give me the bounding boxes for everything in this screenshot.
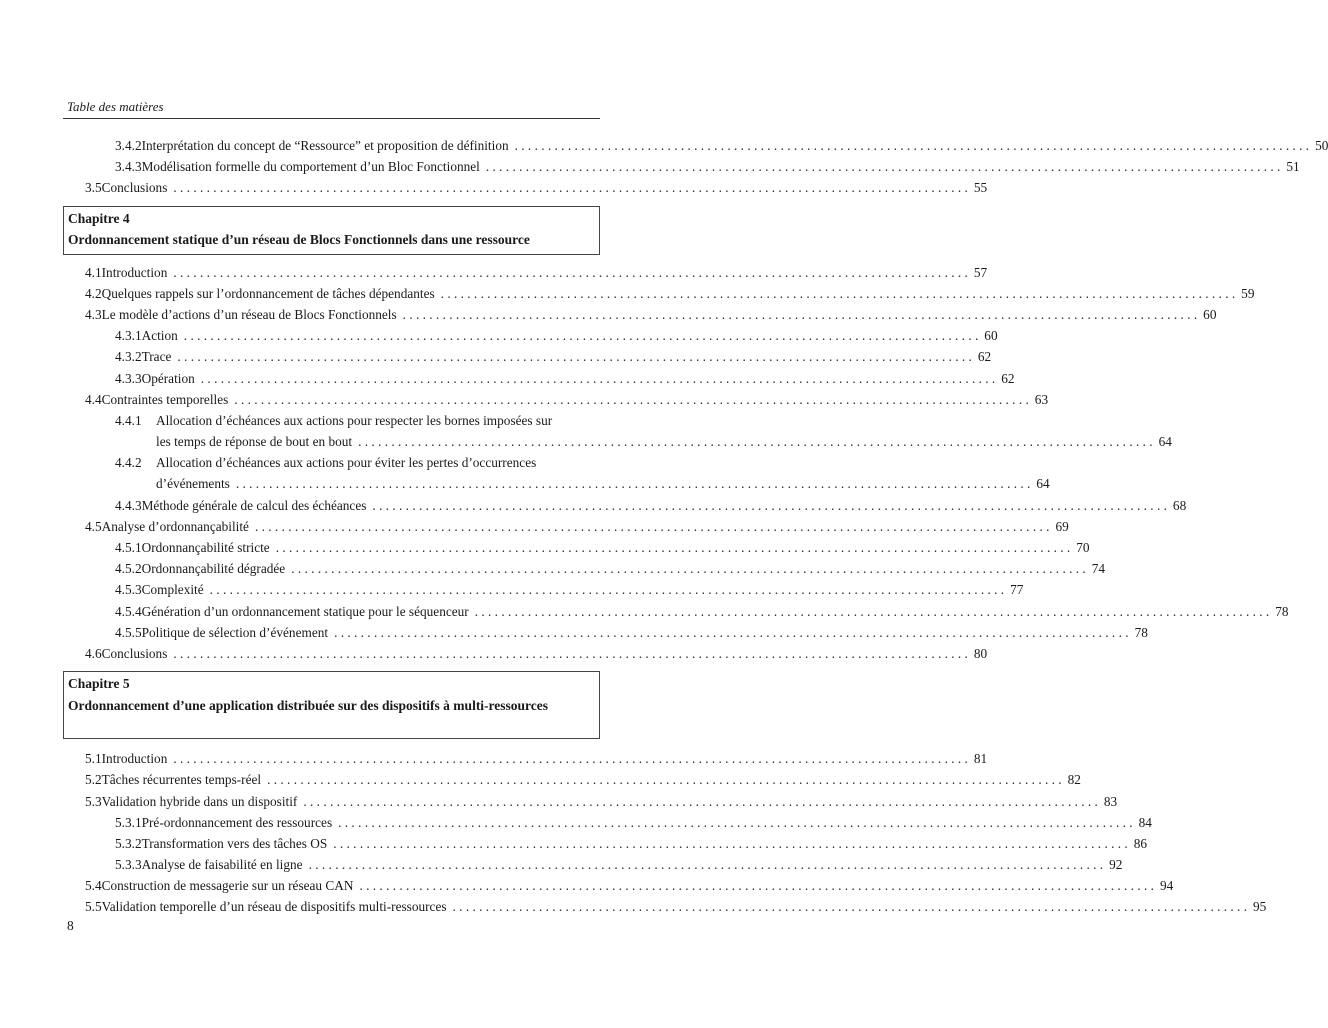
dot-leader: . . . . . . . . . . . . . . . . . . . . . . . . . . . . . . . . . . . . . . . . . . . . . . . . . . . . . . . . . . . . . . . . . . . . . . . . . . . . . . . . . . . . . . . . . . . . . . . . . . . . . . . . . . . . . . . . . . . . . . . . <box>173 264 968 280</box>
section-title[interactable]: Introduction <box>101 264 168 280</box>
page-ref: 68 <box>1172 497 1187 513</box>
section-number: 4.4.1 <box>115 412 142 428</box>
dot-leader: . . . . . . . . . . . . . . . . . . . . . . . . . . . . . . . . . . . . . . . . . . . . . . . . . . . . . . . . . . . . . . . . . . . . . . . . . . . . . . . . . . . . . . . . . . . . . . . . . . . . . . . . . . . . . . . . . . . . . . . . <box>402 306 1198 322</box>
section-title[interactable]: Méthode générale de calcul des échéances <box>141 497 367 513</box>
page-ref: 60 <box>984 328 998 344</box>
dot-leader: . . . . . . . . . . . . . . . . . . . . . . . . . . . . . . . . . . . . . . . . . . . . . . . . . . . . . . . . . . . . . . . . . . . . . . . . . . . . . . . . . . . . . . . . . . . . . . . . . . . . . . . . . . . . . . . . . . . . . . . . <box>333 835 1128 851</box>
page-ref: 50 <box>1315 138 1328 153</box>
header-rule <box>63 118 600 119</box>
dot-leader: . . . . . . . . . . . . . . . . . . . . . . . . . . . . . . . . . . . . . . . . . . . . . . . . . . . . . . . . . . . . . . . . . . . . . . . . . . . . . . . . . . . . . . . . . . . . . . . . . . . . . . . . . . . . . . . . . . . . . . . . <box>254 518 1050 534</box>
page-ref: 77 <box>1010 582 1024 598</box>
page-ref: 82 <box>1067 772 1081 788</box>
dot-leader: . . . . . . . . . . . . . . . . . . . . . . . . . . . . . . . . . . . . . . . . . . . . . . . . . . . . . . . . . . . . . . . . . . . . . . . . . . . . . . . . . . . . . . . . . . . . . . . . . . . . . . . . . . . . . . . . . . . . . . . . <box>183 328 979 344</box>
dot-leader: . . . . . . . . . . . . . . . . . . . . . . . . . . . . . . . . . . . . . . . . . . . . . . . . . . . . . . . . . . . . . . . . . . . . . . . . . . . . . . . . . . . . . . . . . . . . . . . . . . . . . . . . . . . . . . . . . . . . . . . . <box>267 772 1062 788</box>
toc-entry[interactable] <box>63 622 1148 643</box>
dot-leader: . . . . . . . . . . . . . . . . . . . . . . . . . . . . . . . . . . . . . . . . . . . . . . . . . . . . . . . . . . . . . . . . . . . . . . . . . . . . . . . . . . . . . . . . . . . . . . . . . . . . . . . . . . . . . . . . . . . . . . . . <box>338 814 1133 830</box>
section-title[interactable]: Tâches récurrentes temps-réel <box>101 772 262 788</box>
section-number: 4.3.1 <box>115 328 142 344</box>
toc-entry[interactable] <box>63 833 1148 854</box>
section-number: 4.3.3 <box>115 370 142 386</box>
page-ref: 78 <box>1134 624 1148 640</box>
toc-entry[interactable] <box>63 135 1328 156</box>
section-title[interactable]: Allocation d’échéances aux actions pour éviter les pertes d’occurrences <box>156 455 537 471</box>
section-number: 4.3.2 <box>115 349 142 365</box>
page-ref: 64 <box>1036 476 1050 492</box>
dot-leader: . . . . . . . . . . . . . . . . . . . . . . . . . . . . . . . . . . . . . . . . . . . . . . . . . . . . . . . . . . . . . . . . . . . . . . . . . . . . . . . . . . . . . . . . . . . . . . . . . . . . . . . . . . . . . . . . . . . . . . . . <box>173 645 968 661</box>
toc-entry[interactable] <box>63 346 992 367</box>
toc-entry[interactable] <box>63 431 1172 452</box>
section-number: 4.5.1 <box>115 540 142 555</box>
section-title[interactable]: Introduction <box>101 751 168 767</box>
page-ref: 69 <box>1055 518 1069 534</box>
toc-entry[interactable] <box>63 748 988 769</box>
toc-entry[interactable] <box>63 516 1069 537</box>
dot-leader: . . . . . . . . . . . . . . . . . . . . . . . . . . . . . . . . . . . . . . . . . . . . . . . . . . . . . . . . . . . . . . . . . . . . . . . . . . . . . . . . . . . . . . . . . . . . . . . . . . . . . . . . . . . . . . . . . . . . . . . . <box>173 751 968 767</box>
section-number: 4.1 <box>85 264 102 280</box>
section-number: 3.5 <box>85 180 102 196</box>
section-number: 5.5 <box>85 899 102 915</box>
section-number: 5.3.2 <box>115 835 142 851</box>
page-ref: 55 <box>973 180 988 196</box>
page-ref: 80 <box>973 645 988 661</box>
dot-leader: . . . . . . . . . . . . . . . . . . . . . . . . . . . . . . . . . . . . . . . . . . . . . . . . . . . . . . . . . . . . . . . . . . . . . . . . . . . . . . . . . . . . . . . . . . . . . . . . . . . . . . . . . . . . . . . . . . . . . . . . <box>474 603 1270 619</box>
section-number: 4.4.2 <box>115 455 142 471</box>
dot-leader: . . . . . . . . . . . . . . . . . . . . . . . . . . . . . . . . . . . . . . . . . . . . . . . . . . . . . . . . . . . . . . . . . . . . . . . . . . . . . . . . . . . . . . . . . . . . . . . . . . . . . . . . . . . . . . . . . . . . . . . . <box>359 878 1154 894</box>
section-number: 5.3 <box>85 793 102 809</box>
section-title[interactable]: Transformation vers des tâches OS <box>141 835 328 851</box>
page-number: 8 <box>67 918 74 933</box>
page-ref: 51 <box>1286 159 1300 175</box>
chapter-title[interactable]: Ordonnancement d’une application distribuée sur des dispositifs à multi-ressources <box>68 697 549 713</box>
dot-leader: . . . . . . . . . . . . . . . . . . . . . . . . . . . . . . . . . . . . . . . . . . . . . . . . . . . . . . . . . . . . . . . . . . . . . . . . . . . . . . . . . . . . . . . . . . . . . . . . . . . . . . . . . . . . . . . . . . . . . . . . <box>235 476 1031 492</box>
page-ref: 60 <box>1203 306 1217 322</box>
page-ref: 84 <box>1138 814 1152 830</box>
toc-entry[interactable] <box>63 325 998 346</box>
dot-leader: . . . . . . . . . . . . . . . . . . . . . . . . . . . . . . . . . . . . . . . . . . . . . . . . . . . . . . . . . . . . . . . . . . . . . . . . . . . . . . . . . . . . . . . . . . . . . . . . . . . . . . . . . . . . . . . . . . . . . . . . <box>275 540 1071 555</box>
toc-entry[interactable] <box>63 896 1267 917</box>
section-number: 4.5.5 <box>115 624 142 640</box>
chapter-label: Chapitre 5 <box>68 676 130 692</box>
page-ref: 70 <box>1076 540 1090 555</box>
toc-entry[interactable] <box>63 812 1152 833</box>
toc-entry[interactable] <box>63 643 988 664</box>
toc-entry[interactable] <box>63 262 988 283</box>
section-number: 4.3 <box>85 306 102 322</box>
section-title[interactable]: Politique de sélection d’événement <box>141 624 329 640</box>
section-title[interactable]: Analyse d’ordonnançabilité <box>101 518 249 534</box>
page-ref: 63 <box>1034 391 1049 407</box>
section-title[interactable]: Le modèle d’actions d’un réseau de Blocs Fonctionnels <box>101 306 397 322</box>
toc-entry[interactable] <box>63 579 1024 600</box>
section-title[interactable]: Modélisation formelle du comportement d’un Bloc Fonctionnel <box>141 159 480 175</box>
section-number: 5.3.1 <box>115 814 142 830</box>
section-title[interactable]: Contraintes temporelles <box>101 391 229 407</box>
section-number: 5.2 <box>85 772 102 788</box>
section-number: 4.5.2 <box>115 561 142 577</box>
dot-leader: . . . . . . . . . . . . . . . . . . . . . . . . . . . . . . . . . . . . . . . . . . . . . . . . . . . . . . . . . . . . . . . . . . . . . . . . . . . . . . . . . . . . . . . . . . . . . . . . . . . . . . . . . . . . . . . . . . . . . . . . <box>358 434 1153 450</box>
section-title[interactable]: Opération <box>141 370 195 386</box>
section-number: 4.4.3 <box>115 497 142 513</box>
dot-leader: . . . . . . . . . . . . . . . . . . . . . . . . . . . . . . . . . . . . . . . . . . . . . . . . . . . . . . . . . . . . . . . . . . . . . . . . . . . . . . . . . . . . . . . . . . . . . . . . . . . . . . . . . . . . . . . . . . . . . . . . <box>514 138 1310 153</box>
dot-leader: . . . . . . . . . . . . . . . . . . . . . . . . . . . . . . . . . . . . . . . . . . . . . . . . . . . . . . . . . . . . . . . . . . . . . . . . . . . . . . . . . . . . . . . . . . . . . . . . . . . . . . . . . . . . . . . . . . . . . . . . <box>234 391 1029 407</box>
toc-entry[interactable] <box>63 389 1049 410</box>
section-number: 4.5.4 <box>115 603 142 619</box>
page-ref: 81 <box>973 751 988 767</box>
page-ref: 78 <box>1275 603 1289 619</box>
toc-entry[interactable] <box>63 495 1187 516</box>
page-ref: 62 <box>1001 370 1015 386</box>
section-title[interactable]: Ordonnançabilité stricte <box>141 540 270 555</box>
chapter-heading-box <box>63 671 600 739</box>
page-ref: 86 <box>1133 835 1148 851</box>
section-number: 4.5 <box>85 518 102 534</box>
dot-leader: . . . . . . . . . . . . . . . . . . . . . . . . . . . . . . . . . . . . . . . . . . . . . . . . . . . . . . . . . . . . . . . . . . . . . . . . . . . . . . . . . . . . . . . . . . . . . . . . . . . . . . . . . . . . . . . . . . . . . . . . <box>303 793 1098 809</box>
section-title[interactable]: Trace <box>141 349 172 365</box>
section-title[interactable]: Conclusions <box>101 180 168 196</box>
toc-entry[interactable] <box>63 791 1118 812</box>
page-ref: 64 <box>1158 434 1172 450</box>
section-title[interactable]: Quelques rappels sur l’ordonnancement de tâches dépendantes <box>101 285 435 301</box>
chapter-title[interactable]: Ordonnancement statique d’un réseau de Blocs Fonctionnels dans une ressource <box>68 232 530 248</box>
section-title[interactable]: Allocation d’échéances aux actions pour respecter les bornes imposées sur <box>156 412 553 428</box>
section-title[interactable]: Conclusions <box>101 645 168 661</box>
page-ref: 57 <box>973 264 988 280</box>
toc-entry[interactable] <box>63 177 988 198</box>
chapter-heading-box <box>63 206 600 255</box>
toc-entry[interactable] <box>63 368 1015 389</box>
toc-entry[interactable] <box>63 875 1174 896</box>
section-title[interactable]: Génération d’un ordonnancement statique pour le séquenceur <box>141 603 469 619</box>
section-title[interactable]: Construction de messagerie sur un réseau CAN <box>101 878 354 894</box>
section-number: 3.4.2 <box>115 138 142 153</box>
section-number: 5.3.3 <box>115 857 142 873</box>
running-head-title: Table des matières <box>67 99 164 114</box>
dot-leader: . . . . . . . . . . . . . . . . . . . . . . . . . . . . . . . . . . . . . . . . . . . . . . . . . . . . . . . . . . . . . . . . . . . . . . . . . . . . . . . . . . . . . . . . . . . . . . . . . . . . . . . . . . . . . . . . . . . . . . . . <box>200 370 996 386</box>
section-title[interactable]: Validation hybride dans un dispositif <box>101 793 298 809</box>
toc-entry[interactable] <box>63 601 1289 622</box>
chapter-label: Chapitre 4 <box>68 210 130 226</box>
page-ref: 83 <box>1103 793 1118 809</box>
page-ref: 59 <box>1241 285 1255 301</box>
dot-leader: . . . . . . . . . . . . . . . . . . . . . . . . . . . . . . . . . . . . . . . . . . . . . . . . . . . . . . . . . . . . . . . . . . . . . . . . . . . . . . . . . . . . . . . . . . . . . . . . . . . . . . . . . . . . . . . . . . . . . . . . <box>177 349 972 365</box>
dot-leader: . . . . . . . . . . . . . . . . . . . . . . . . . . . . . . . . . . . . . . . . . . . . . . . . . . . . . . . . . . . . . . . . . . . . . . . . . . . . . . . . . . . . . . . . . . . . . . . . . . . . . . . . . . . . . . . . . . . . . . . . <box>308 857 1104 873</box>
toc-entry[interactable] <box>63 558 1106 579</box>
section-title[interactable]: d’événements <box>156 476 230 492</box>
toc-entry[interactable] <box>63 304 1217 325</box>
dot-leader: . . . . . . . . . . . . . . . . . . . . . . . . . . . . . . . . . . . . . . . . . . . . . . . . . . . . . . . . . . . . . . . . . . . . . . . . . . . . . . . . . . . . . . . . . . . . . . . . . . . . . . . . . . . . . . . . . . . . . . . . <box>440 285 1236 301</box>
section-title[interactable]: Pré-ordonnancement des ressources <box>141 814 333 830</box>
dot-leader: . . . . . . . . . . . . . . . . . . . . . . . . . . . . . . . . . . . . . . . . . . . . . . . . . . . . . . . . . . . . . . . . . . . . . . . . . . . . . . . . . . . . . . . . . . . . . . . . . . . . . . . . . . . . . . . . . . . . . . . . <box>173 180 968 196</box>
section-number: 4.5.3 <box>115 582 142 598</box>
dot-leader: . . . . . . . . . . . . . . . . . . . . . . . . . . . . . . . . . . . . . . . . . . . . . . . . . . . . . . . . . . . . . . . . . . . . . . . . . . . . . . . . . . . . . . . . . . . . . . . . . . . . . . . . . . . . . . . . . . . . . . . . <box>209 582 1005 598</box>
dot-leader: . . . . . . . . . . . . . . . . . . . . . . . . . . . . . . . . . . . . . . . . . . . . . . . . . . . . . . . . . . . . . . . . . . . . . . . . . . . . . . . . . . . . . . . . . . . . . . . . . . . . . . . . . . . . . . . . . . . . . . . . <box>372 497 1167 513</box>
page-ref: 92 <box>1109 857 1123 873</box>
section-title[interactable]: Action <box>141 328 178 344</box>
dot-leader: . . . . . . . . . . . . . . . . . . . . . . . . . . . . . . . . . . . . . . . . . . . . . . . . . . . . . . . . . . . . . . . . . . . . . . . . . . . . . . . . . . . . . . . . . . . . . . . . . . . . . . . . . . . . . . . . . . . . . . . . <box>334 624 1129 640</box>
dot-leader: . . . . . . . . . . . . . . . . . . . . . . . . . . . . . . . . . . . . . . . . . . . . . . . . . . . . . . . . . . . . . . . . . . . . . . . . . . . . . . . . . . . . . . . . . . . . . . . . . . . . . . . . . . . . . . . . . . . . . . . . <box>485 159 1281 175</box>
page-ref: 74 <box>1091 561 1106 577</box>
toc-entry[interactable] <box>63 410 600 431</box>
section-title[interactable]: les temps de réponse de bout en bout <box>156 434 353 450</box>
section-title[interactable]: Analyse de faisabilité en ligne <box>141 857 303 873</box>
section-title[interactable]: Validation temporelle d’un réseau de dispositifs multi-ressources <box>101 899 447 915</box>
toc-entry[interactable] <box>63 769 1081 790</box>
toc-entry[interactable] <box>63 537 1090 558</box>
toc-entry[interactable] <box>63 854 1123 875</box>
section-number: 5.1 <box>85 751 102 767</box>
page-ref: 94 <box>1159 878 1174 894</box>
dot-leader: . . . . . . . . . . . . . . . . . . . . . . . . . . . . . . . . . . . . . . . . . . . . . . . . . . . . . . . . . . . . . . . . . . . . . . . . . . . . . . . . . . . . . . . . . . . . . . . . . . . . . . . . . . . . . . . . . . . . . . . . <box>452 899 1248 915</box>
section-number: 4.6 <box>85 645 102 661</box>
section-number: 3.4.3 <box>115 159 142 175</box>
toc-entry[interactable] <box>63 283 1255 304</box>
section-number: 5.4 <box>85 878 102 894</box>
toc-entry[interactable] <box>63 452 600 473</box>
toc-entry[interactable] <box>63 473 1050 494</box>
page-ref: 95 <box>1253 899 1267 915</box>
page-ref: 62 <box>977 349 992 365</box>
toc-entry[interactable] <box>63 156 1300 177</box>
section-number: 4.4 <box>85 391 102 407</box>
dot-leader: . . . . . . . . . . . . . . . . . . . . . . . . . . . . . . . . . . . . . . . . . . . . . . . . . . . . . . . . . . . . . . . . . . . . . . . . . . . . . . . . . . . . . . . . . . . . . . . . . . . . . . . . . . . . . . . . . . . . . . . . <box>291 561 1086 577</box>
section-number: 4.2 <box>85 285 102 301</box>
section-title[interactable]: Interprétation du concept de “Ressource” et proposition de définition <box>141 138 509 153</box>
section-title[interactable]: Complexité <box>141 582 204 598</box>
table-of-contents <box>63 135 1328 918</box>
section-title[interactable]: Ordonnançabilité dégradée <box>141 561 286 577</box>
